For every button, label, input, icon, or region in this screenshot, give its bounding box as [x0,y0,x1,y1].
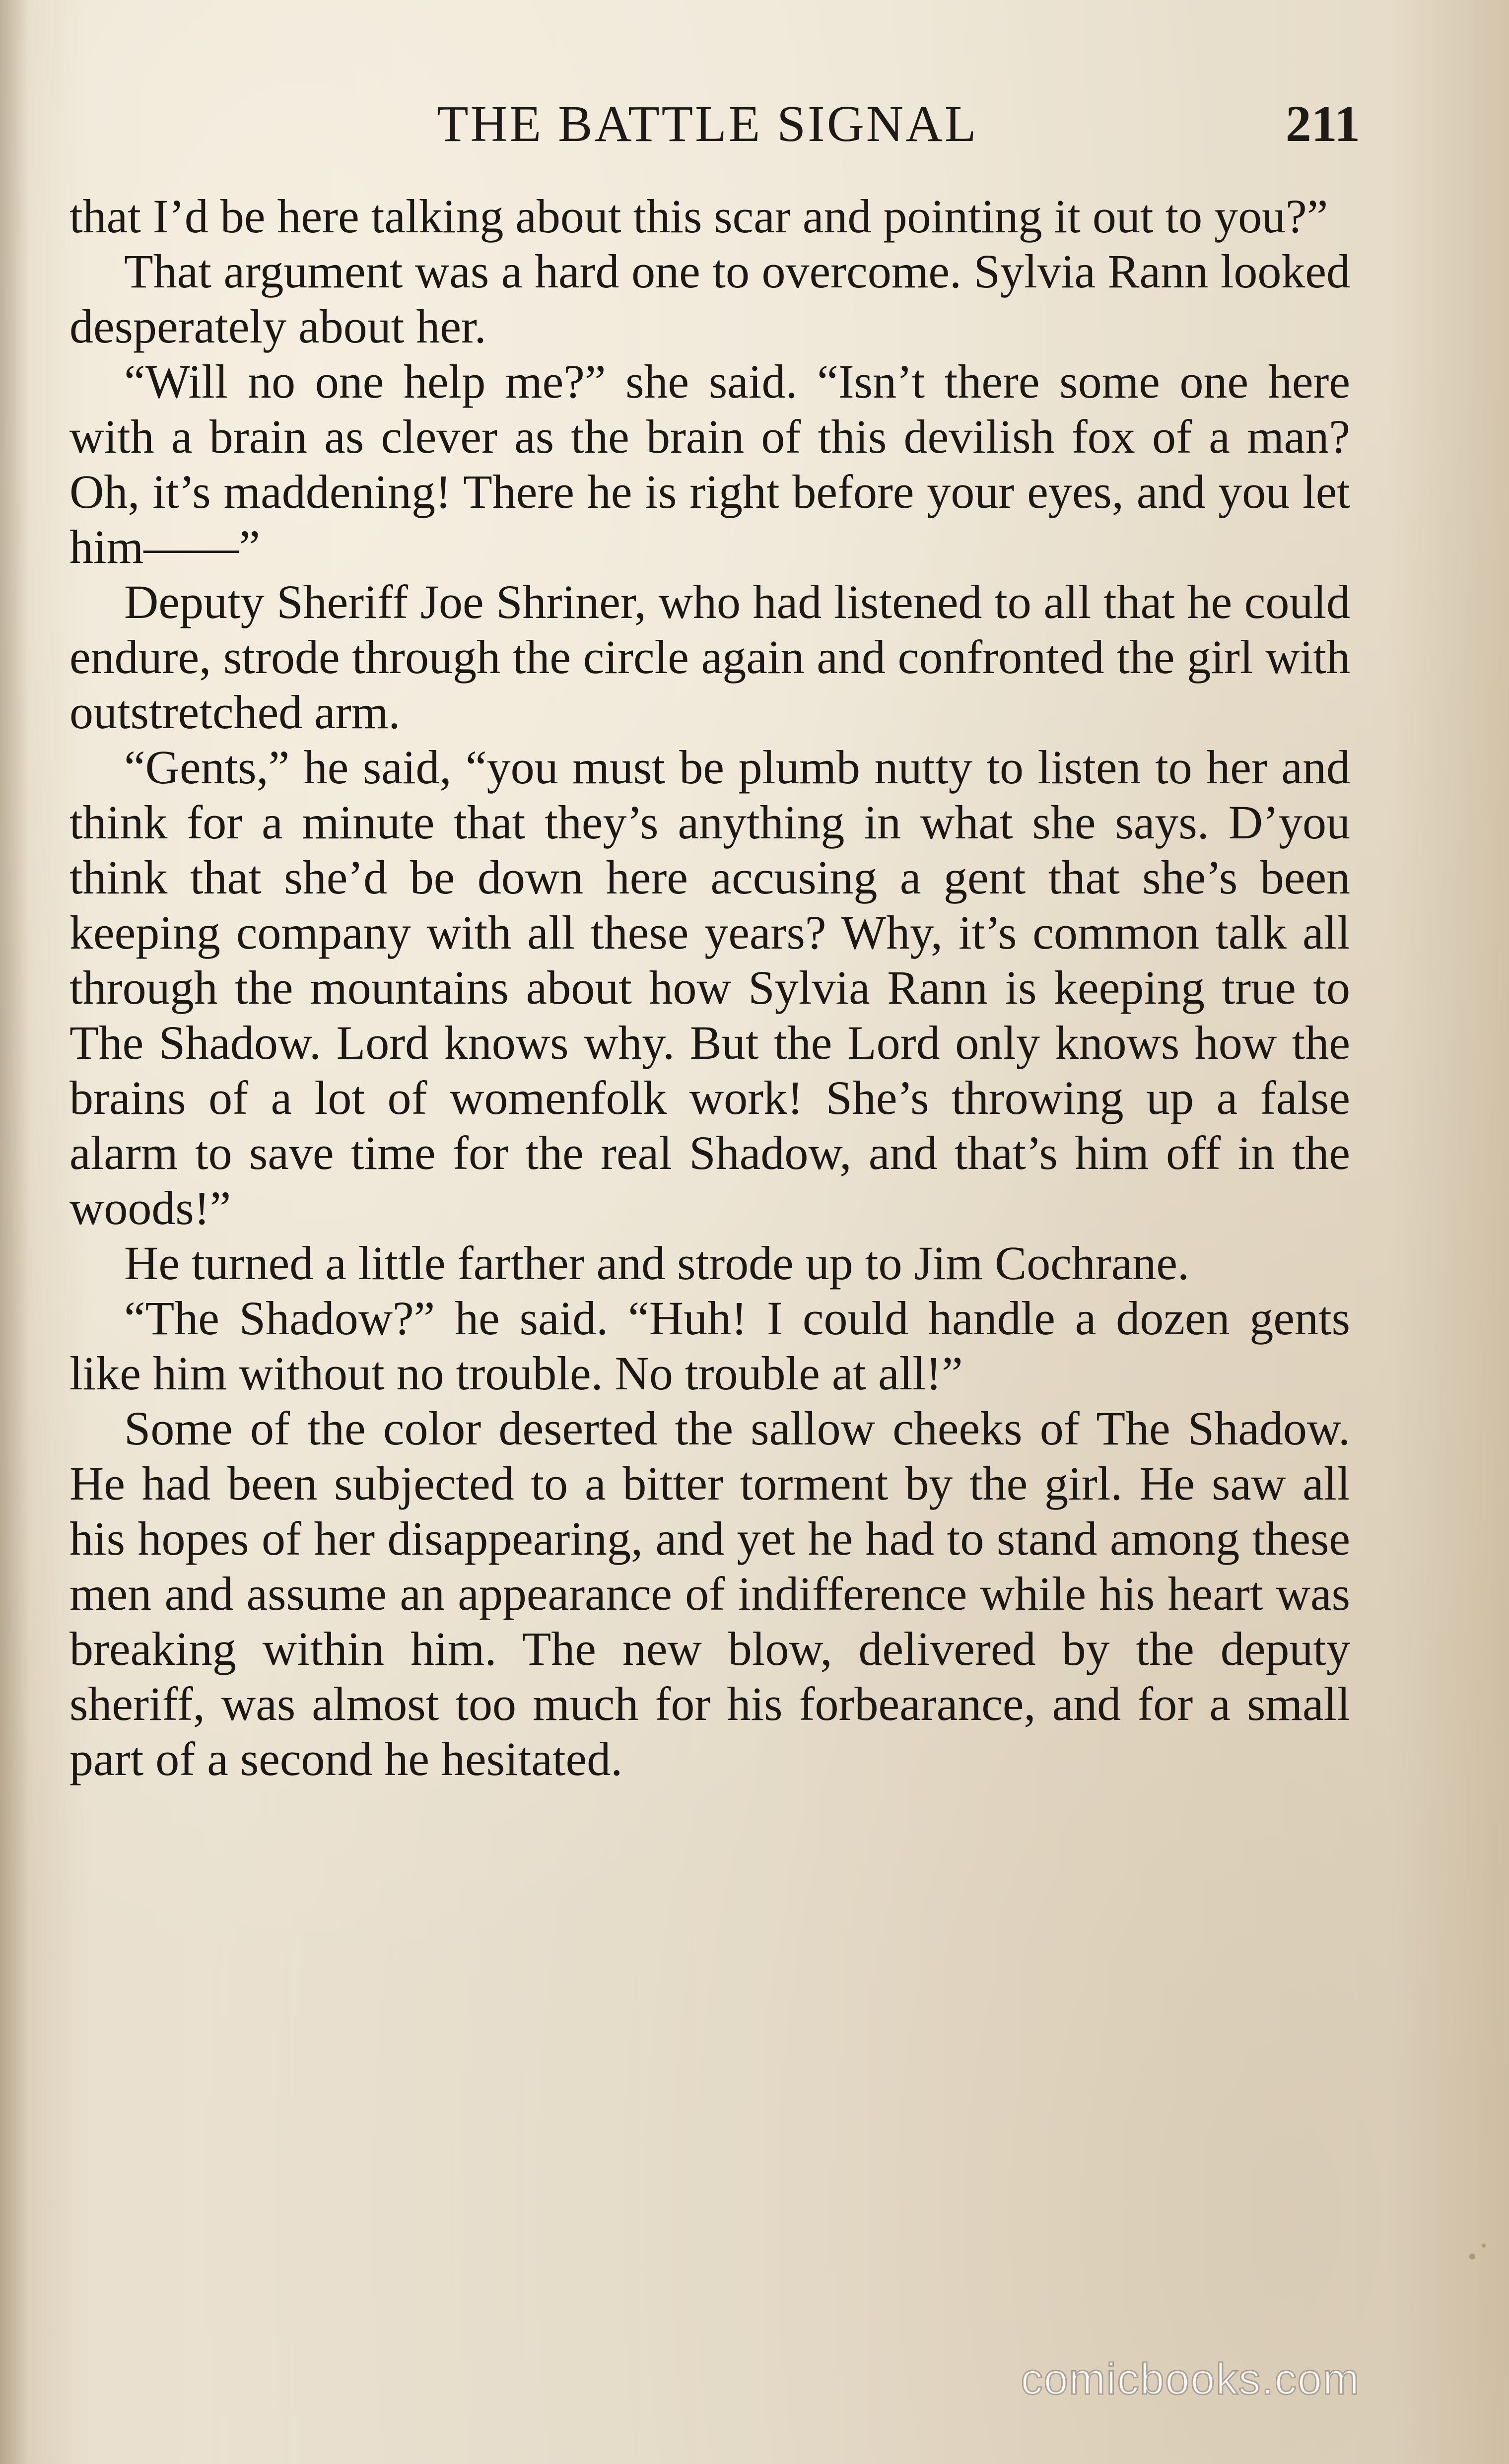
paragraph: He turned a little farther and strode up to Jim Cochrane. [124,1236,1189,1290]
running-head: THE BATTLE SIGNAL [437,95,978,152]
paragraph: “Will no one help me?” she said. “Isn’t there some one here with a brain as clever as the brain of this devilish fox of a man? Oh, it’s maddening! There he is right before your eyes, and you let him——” [69,355,1350,573]
page-header [437,89,1360,159]
body-text [69,189,1350,1786]
paragraph: that I’d be here talking about this scar and pointing it out to you?” [69,190,1328,243]
watermark: comicbooks.com [1021,2354,1360,2403]
paragraph: “Gents,” he said, “you must be plumb nutty to listen to her and think for a minute that they’s anything in what she says. D’you think that she’d be down here accusing a gent that she’s been keeping company with all these years? Why, it’s common talk all through the mountains about how Sylvia Rann is keeping true to The Shadow. Lord knows why. But the Lord only knows how the brains of a lot of womenfolk work! She’s throwing up a false alarm to save time for the real Shadow, and that’s him off in the woods!” [69,741,1350,1234]
page-number: 211 [1285,95,1360,152]
paper-speck [1469,2254,1475,2259]
paragraph: “The Shadow?” he said. “Huh! I could handle a dozen gents like him without no trouble. No trouble at all!” [69,1292,1350,1400]
paragraph: That argument was a hard one to overcome. Sylvia Rann looked desperately about her. [69,245,1350,353]
paper-speck [1482,2244,1486,2248]
page-edge-shadow [0,0,30,2464]
paragraph: Deputy Sheriff Joe Shriner, who had listened to all that he could endure, strode through the circle again and confronted the girl with outstretched arm. [69,575,1350,739]
paragraph: Some of the color deserted the sallow cheeks of The Shadow. He had been subjected to a bitter torment by the girl. He saw all his hopes of her disappearing, and yet he had to stand among these men and assume an appearance of indifference while his heart was breaking within him. The new blow, delivered by the deputy sheriff, was almost too much for his forbearance, and for a small part of a second he hesitated. [69,1402,1350,1785]
